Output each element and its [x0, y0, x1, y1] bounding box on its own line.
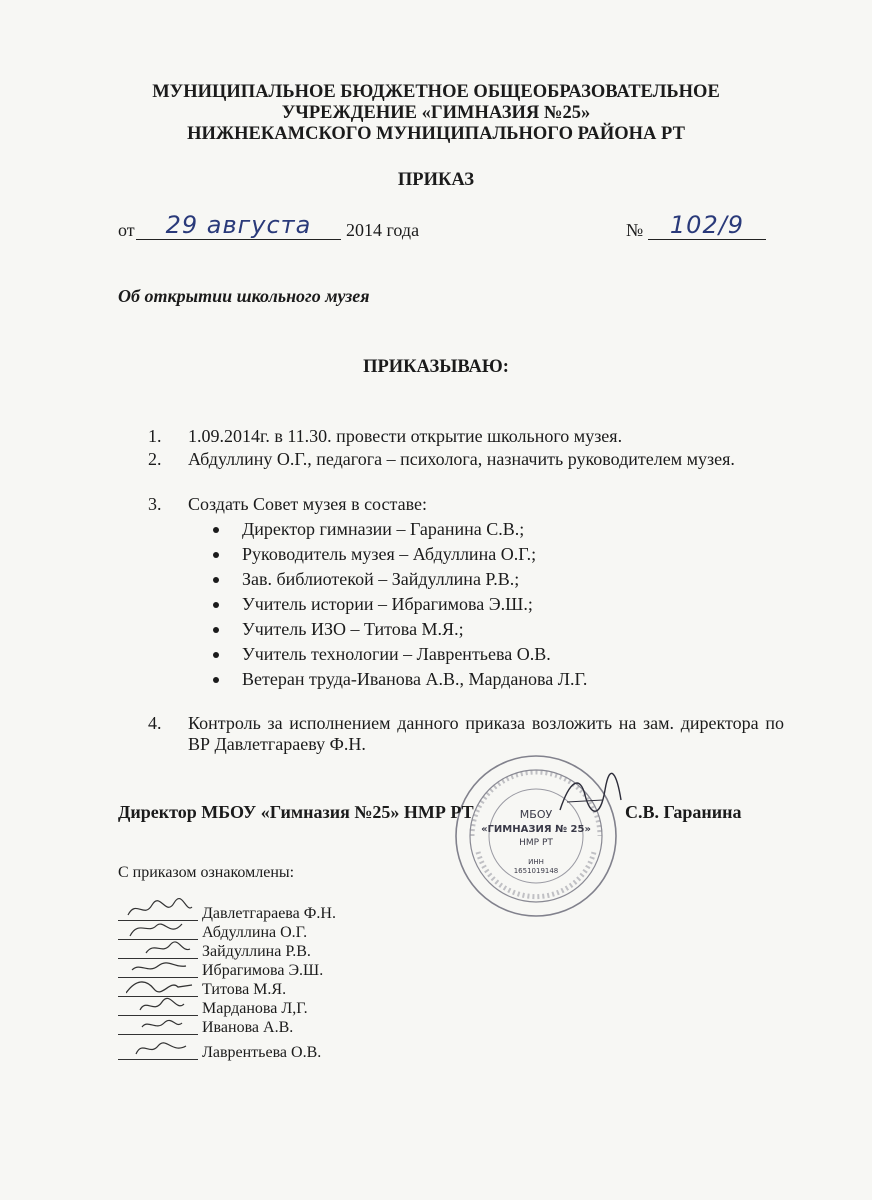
svg-text:1651019148: 1651019148 [513, 867, 559, 875]
svg-text:ИНН: ИНН [528, 858, 544, 866]
acquainted-name: Абдуллина О.Г. [202, 924, 308, 941]
acquainted-name: Ибрагимова Э.Ш. [202, 962, 324, 979]
header-line-1: МУНИЦИПАЛЬНОЕ БЮДЖЕТНОЕ ОБЩЕОБРАЗОВАТЕЛЬНОЕ [152, 82, 720, 102]
director-name: С.В. Гаранина [625, 802, 742, 822]
acquainted-name: Марданова Л,Г. [202, 1000, 308, 1017]
svg-text:МБОУ: МБОУ [519, 808, 553, 821]
acquainted-name: Зайдуллина Р.В. [202, 943, 311, 960]
svg-text:НМР РТ: НМР РТ [519, 838, 553, 848]
bullet-icon [213, 677, 219, 683]
order-directive: ПРИКАЗЫВАЮ: [363, 357, 509, 377]
item-number: 3. [148, 494, 162, 514]
order-subject: Об открытии школьного музея [118, 286, 370, 306]
header-line-3: НИЖНЕКАМСКОГО МУНИЦИПАЛЬНОГО РАЙОНА РТ [187, 124, 685, 144]
institution-header [100, 82, 772, 145]
acquainted-name: Титова М.Я. [202, 981, 287, 998]
director-signature-icon [555, 770, 625, 830]
bullet-icon [213, 527, 219, 533]
item-text: 1.09.2014г. в 11.30. провести открытие школьного музея. [188, 426, 623, 446]
date-from-label: от [118, 220, 135, 240]
acquainted-name: Давлетгараева Ф.Н. [202, 905, 336, 922]
item-text: Контроль за исполнением данного приказа возложить на зам. директора по ВР Давлетгараеву Ф.Н. [188, 713, 784, 754]
director-title: Директор МБОУ «Гимназия №25» НМР РТ [118, 802, 474, 822]
item-number: 1. [148, 426, 162, 446]
item-number: 2. [148, 449, 162, 469]
handwritten-signature-icon [126, 1011, 196, 1037]
svg-text:«ГИМНАЗИЯ № 25»: «ГИМНАЗИЯ № 25» [481, 824, 591, 835]
item-text: Создать Совет музея в составе: [188, 494, 427, 514]
item-text: Абдуллину О.Г., педагога – психолога, назначить руководителем музея. [188, 449, 735, 469]
header-line-2: УЧРЕЖДЕНИЕ «ГИМНАЗИЯ №25» [281, 103, 591, 123]
handwritten-signature-icon [126, 1036, 196, 1062]
handwritten-number: 102/9 [669, 211, 745, 239]
year-text: 2014 года [346, 220, 420, 240]
acquainted-name: Лаврентьева О.В. [202, 1044, 322, 1061]
bullet-icon [213, 577, 219, 583]
acquainted-label: С приказом ознакомлены: [118, 864, 295, 881]
date-line [118, 211, 778, 245]
handwritten-date: 29 августа [165, 211, 312, 239]
number-label: № [626, 220, 644, 240]
bullet-icon [213, 652, 219, 658]
document-title: ПРИКАЗ [397, 170, 475, 190]
bullet-icon [213, 552, 219, 558]
bullet-icon [213, 627, 219, 633]
bullet-icon [213, 602, 219, 608]
item-number: 4. [148, 713, 162, 733]
acquainted-name: Иванова А.В. [202, 1019, 294, 1036]
